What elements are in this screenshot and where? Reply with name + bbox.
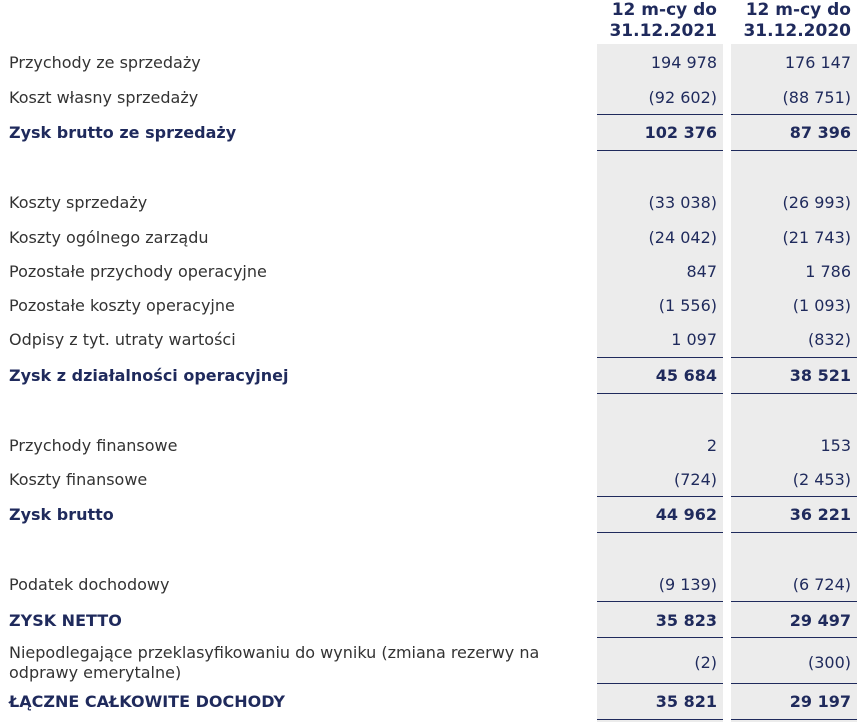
subtotal-rule	[597, 637, 723, 638]
value-2021: 1 097	[671, 330, 717, 349]
value-2021: 44 962	[655, 505, 717, 524]
row-label: Koszty finansowe	[9, 470, 148, 489]
value-2021: (724)	[673, 470, 717, 489]
subtotal-rule	[597, 532, 723, 533]
subtotal-rule	[731, 496, 857, 497]
column-header-2020-date: 31.12.2020	[743, 21, 851, 41]
value-2020: (88 751)	[782, 88, 851, 107]
value-2020: 1 786	[805, 262, 851, 281]
value-2020: 153	[820, 436, 851, 455]
subtotal-rule	[731, 532, 857, 533]
subtotal-rule	[597, 683, 723, 684]
subtotal-rule	[597, 150, 723, 151]
value-2020: 36 221	[789, 505, 851, 524]
row-label: Zysk brutto ze sprzedaży	[9, 123, 237, 142]
row-label: Niepodlegające przeklasyfikowaniu do wyniku (zmiana rezerwy na odprawy emerytalne)	[9, 643, 540, 682]
subtotal-rule	[597, 393, 723, 394]
value-2021: 847	[686, 262, 717, 281]
value-2021: 194 978	[650, 53, 717, 72]
value-2020: 38 521	[789, 366, 851, 385]
value-2021: 35 823	[655, 611, 717, 630]
value-2021: (9 139)	[658, 575, 717, 594]
value-2021: (1 556)	[658, 296, 717, 315]
row-label: Zysk z działalności operacyjnej	[9, 366, 289, 385]
row-label: Zysk brutto	[9, 505, 114, 524]
row-label: Podatek dochodowy	[9, 575, 170, 594]
value-2020: 29 497	[789, 611, 851, 630]
column-header-2021	[597, 0, 723, 42]
value-2020: 29 197	[789, 692, 851, 711]
value-2021: 35 821	[655, 692, 717, 711]
total-rule	[597, 719, 723, 720]
subtotal-rule	[597, 357, 723, 358]
row-label: Pozostałe przychody operacyjne	[9, 262, 267, 281]
value-2020: (26 993)	[782, 193, 851, 212]
value-2020: (832)	[807, 330, 851, 349]
subtotal-rule	[597, 496, 723, 497]
row-label: Przychody finansowe	[9, 436, 178, 455]
subtotal-rule	[731, 114, 857, 115]
value-2020: 87 396	[789, 123, 851, 142]
subtotal-rule	[731, 150, 857, 151]
row-label: Pozostałe koszty operacyjne	[9, 296, 235, 315]
value-2020: (21 743)	[782, 228, 851, 247]
value-2021: 102 376	[644, 123, 717, 142]
value-2021: (2)	[694, 653, 717, 672]
value-2020: (300)	[807, 653, 851, 672]
row-label: Koszty sprzedaży	[9, 193, 148, 212]
column-header-2021-date: 31.12.2021	[609, 21, 717, 41]
total-rule	[731, 719, 857, 720]
row-label: ZYSK NETTO	[9, 611, 122, 630]
row-label: Koszt własny sprzedaży	[9, 88, 199, 107]
value-2020: 176 147	[784, 53, 851, 72]
value-2020: (1 093)	[792, 296, 851, 315]
row-label: Odpisy z tyt. utraty wartości	[9, 330, 236, 349]
value-2021: 2	[706, 436, 717, 455]
column-header-2021-period: 12 m-cy do	[611, 0, 717, 20]
value-2020: (2 453)	[792, 470, 851, 489]
row-label: Przychody ze sprzedaży	[9, 53, 201, 72]
subtotal-rule	[731, 393, 857, 394]
subtotal-rule	[731, 601, 857, 602]
subtotal-rule	[731, 683, 857, 684]
row-label: Koszty ogólnego zarządu	[9, 228, 209, 247]
value-2021: (33 038)	[648, 193, 717, 212]
value-2021: 45 684	[655, 366, 717, 385]
subtotal-rule	[597, 601, 723, 602]
value-2021: (92 602)	[648, 88, 717, 107]
subtotal-rule	[731, 357, 857, 358]
value-2020: (6 724)	[792, 575, 851, 594]
subtotal-rule	[597, 114, 723, 115]
column-header-2020-period: 12 m-cy do	[745, 0, 851, 20]
value-2021: (24 042)	[648, 228, 717, 247]
column-header-2020	[731, 0, 857, 42]
row-label: ŁĄCZNE CAŁKOWITE DOCHODY	[9, 692, 285, 711]
subtotal-rule	[731, 637, 857, 638]
